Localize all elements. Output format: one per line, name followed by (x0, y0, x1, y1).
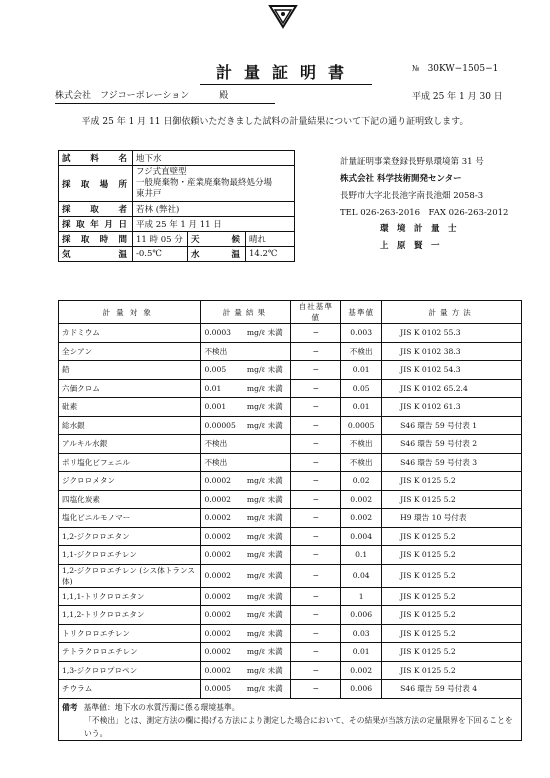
addressee (55, 88, 275, 104)
standard-value: 0.002 (341, 661, 382, 680)
result-value: 不検出 (201, 342, 244, 361)
standard-value: 0.01 (341, 398, 382, 417)
col-header-standard: 基準値 (341, 301, 382, 324)
result-unit: mg/ℓ 未満 (244, 624, 291, 643)
issue-date: 平成 25 年 1 月 30 日 (412, 92, 503, 102)
sample-row-time (59, 232, 295, 247)
sample-value: 14.2℃ (246, 247, 295, 262)
company-name: 株式会社 科学技術開発センター (340, 174, 462, 184)
method-name: S46 環告 59 号付表 4 (382, 680, 522, 699)
method-name: S46 環告 59 号付表 3 (382, 453, 522, 472)
result-unit (244, 342, 291, 361)
result-row (59, 398, 522, 417)
result-unit: mg/ℓ 未満 (244, 379, 291, 398)
result-row (59, 416, 522, 435)
own-standard-value: − (291, 324, 341, 343)
own-standard-value: − (291, 342, 341, 361)
intro-text: 平成 25 年 1 月 11 日御依頼いただきました試料の計量結果について下記の通り証明致します。 (81, 117, 469, 127)
analyte-name: ポリ塩化ビフェニル (59, 453, 201, 472)
sample-label: 試料名 (59, 151, 133, 166)
method-name: JIS K 0125 5.2 (382, 546, 522, 565)
result-unit: mg/ℓ 未満 (244, 661, 291, 680)
notes-label: 備考 (62, 702, 78, 712)
col-header-own-standard: 自社基準値 (291, 301, 341, 324)
result-row (59, 509, 522, 528)
result-value: 不検出 (201, 435, 244, 454)
sample-value (133, 166, 295, 202)
company-logo-icon (268, 3, 298, 29)
result-value: 0.0002 (201, 527, 244, 546)
own-standard-value: − (291, 587, 341, 606)
result-unit: mg/ℓ 未満 (244, 472, 291, 491)
result-value: 0.0005 (201, 680, 244, 699)
result-unit: mg/ℓ 未満 (244, 587, 291, 606)
result-unit: mg/ℓ 未満 (244, 416, 291, 435)
sample-row-date (59, 217, 295, 232)
result-value: 0.0002 (201, 509, 244, 528)
result-row (59, 342, 522, 361)
result-row (59, 435, 522, 454)
result-value: 0.0002 (201, 587, 244, 606)
method-name: JIS K 0125 5.2 (382, 527, 522, 546)
result-value: 0.0002 (201, 564, 244, 587)
result-unit: mg/ℓ 未満 (244, 680, 291, 699)
standard-value: 0.03 (341, 624, 382, 643)
method-name: JIS K 0125 5.2 (382, 490, 522, 509)
result-row (59, 379, 522, 398)
standard-value: 0.006 (341, 680, 382, 699)
standard-value: 0.006 (341, 606, 382, 625)
result-value: 0.0002 (201, 643, 244, 662)
analyte-name: 全シアン (59, 342, 201, 361)
col-header-item: 計量対象 (59, 301, 201, 324)
method-name: JIS K 0125 5.2 (382, 661, 522, 680)
result-unit: mg/ℓ 未満 (244, 564, 291, 587)
analyte-name: 鉛 (59, 361, 201, 380)
sample-label: 気温 (59, 247, 133, 262)
certifier-name: 上 原 賢 一 (380, 241, 440, 251)
addressee-name: 株式会社 フジコーポレーション (55, 91, 190, 101)
result-unit: mg/ℓ 未満 (244, 361, 291, 380)
sample-value: 11 時 05 分 (133, 232, 188, 247)
result-value: 0.0002 (201, 546, 244, 565)
result-value: 0.005 (201, 361, 244, 380)
analyte-name: 塩化ビニルモノマー (59, 509, 201, 528)
method-name: S46 環告 59 号付表 2 (382, 435, 522, 454)
company-address: 長野市大字北長池字南長池畑 2058-3 (340, 191, 484, 201)
result-value: 0.0002 (201, 490, 244, 509)
document-number-value: 30KW−1505−1 (427, 64, 499, 74)
results-table (58, 300, 522, 741)
sample-label: 採取者 (59, 202, 133, 217)
sample-row-name (59, 151, 295, 166)
result-row (59, 527, 522, 546)
method-name: JIS K 0102 55.3 (382, 324, 522, 343)
result-unit (244, 435, 291, 454)
result-value: 0.01 (201, 379, 244, 398)
sample-value: -0.5℃ (133, 247, 188, 262)
result-row (59, 661, 522, 680)
analyte-name: トリクロロエチレン (59, 624, 201, 643)
location-line: 東井戸 (136, 189, 162, 199)
sample-label: 水温 (188, 247, 246, 262)
result-value: 0.001 (201, 398, 244, 417)
result-row (59, 324, 522, 343)
result-value: 0.0002 (201, 661, 244, 680)
own-standard-value: − (291, 472, 341, 491)
analyte-name: 1,2-ジクロロエタン (59, 527, 201, 546)
sample-label: 天候 (188, 232, 246, 247)
analyte-name: チウラム (59, 680, 201, 699)
note-line (62, 701, 518, 714)
own-standard-value: − (291, 416, 341, 435)
sample-value: 晴れ (246, 232, 295, 247)
sample-info-table (58, 150, 295, 262)
result-value: 0.0003 (201, 324, 244, 343)
own-standard-value: − (291, 643, 341, 662)
analyte-name: ジクロロメタン (59, 472, 201, 491)
sample-label: 採取時間 (59, 232, 133, 247)
note-line (62, 714, 518, 740)
analyte-name: 1,1,2-トリクロロエタン (59, 606, 201, 625)
result-row (59, 361, 522, 380)
location-line: フジ式直壁型 (136, 167, 187, 177)
sample-label: 採取場所 (59, 166, 133, 202)
col-header-result: 計量結果 (201, 301, 291, 324)
result-value: 0.0002 (201, 472, 244, 491)
note-text: 基準値：地下水の水質汚濁に係る環境基準。 (83, 702, 240, 712)
own-standard-value: − (291, 398, 341, 417)
results-header-row (59, 301, 522, 324)
notes-cell (59, 698, 522, 740)
notes-row (59, 698, 522, 740)
sample-value: 地下水 (133, 151, 295, 166)
method-name: JIS K 0125 5.2 (382, 587, 522, 606)
document-title: 計量証明書 (200, 60, 372, 85)
standard-value: 不検出 (341, 342, 382, 361)
analyte-name: カドミウム (59, 324, 201, 343)
method-name: JIS K 0125 5.2 (382, 606, 522, 625)
standard-value: 0.01 (341, 361, 382, 380)
standard-value: 0.002 (341, 490, 382, 509)
standard-value: 0.0005 (341, 416, 382, 435)
standard-value: 1 (341, 587, 382, 606)
analyte-name: 四塩化炭素 (59, 490, 201, 509)
result-row (59, 453, 522, 472)
analyte-name: 1,3-ジクロロプロペン (59, 661, 201, 680)
sample-value: 若林 (弊社) (133, 202, 295, 217)
company-phone: TEL 026-263-2016 FAX 026-263-2012 (340, 208, 509, 218)
result-row (59, 606, 522, 625)
own-standard-value: − (291, 490, 341, 509)
own-standard-value: − (291, 435, 341, 454)
own-standard-value: − (291, 527, 341, 546)
location-line: 一般廃棄物・産業廃棄物最終処分場 (136, 178, 273, 188)
certifier-role: 環 境 計 量 士 (380, 224, 457, 234)
standard-value: 0.1 (341, 546, 382, 565)
analyte-name: 砒素 (59, 398, 201, 417)
own-standard-value: − (291, 564, 341, 587)
result-unit: mg/ℓ 未満 (244, 546, 291, 565)
method-name: JIS K 0102 54.3 (382, 361, 522, 380)
col-header-method: 計量方法 (382, 301, 522, 324)
company-registration: 計量証明事業登録長野県環境第 31 号 (340, 157, 484, 167)
sample-row-location (59, 166, 295, 202)
sample-row-temp (59, 247, 295, 262)
sample-label: 採取年月日 (59, 217, 133, 232)
result-value: 0.0002 (201, 606, 244, 625)
method-name: JIS K 0102 38.3 (382, 342, 522, 361)
method-name: JIS K 0102 61.3 (382, 398, 522, 417)
sample-value: 平成 25 年 1 月 11 日 (133, 217, 295, 232)
result-unit: mg/ℓ 未満 (244, 509, 291, 528)
method-name: JIS K 0125 5.2 (382, 564, 522, 587)
result-row (59, 624, 522, 643)
standard-value: 0.02 (341, 472, 382, 491)
method-name: JIS K 0102 65.2.4 (382, 379, 522, 398)
sample-row-collector (59, 202, 295, 217)
document-number (412, 64, 498, 74)
standard-value: 不検出 (341, 453, 382, 472)
result-value: 0.00005 (201, 416, 244, 435)
result-unit: mg/ℓ 未満 (244, 643, 291, 662)
standard-value: 0.002 (341, 509, 382, 528)
analyte-name: テトラクロロエチレン (59, 643, 201, 662)
result-unit: mg/ℓ 未満 (244, 606, 291, 625)
standard-value: 不検出 (341, 435, 382, 454)
result-row (59, 472, 522, 491)
result-unit: mg/ℓ 未満 (244, 398, 291, 417)
result-unit (244, 453, 291, 472)
method-name: JIS K 0125 5.2 (382, 643, 522, 662)
own-standard-value: − (291, 361, 341, 380)
addressee-honorific: 殿 (219, 91, 229, 101)
standard-value: 0.004 (341, 527, 382, 546)
result-unit: mg/ℓ 未満 (244, 527, 291, 546)
analyte-name: 総水銀 (59, 416, 201, 435)
own-standard-value: − (291, 680, 341, 699)
analyte-name: 1,1,1-トリクロロエタン (59, 587, 201, 606)
own-standard-value: − (291, 379, 341, 398)
result-unit: mg/ℓ 未満 (244, 324, 291, 343)
standard-value: 0.04 (341, 564, 382, 587)
own-standard-value: − (291, 453, 341, 472)
result-unit: mg/ℓ 未満 (244, 490, 291, 509)
note-text: 「不検出」とは、測定方法の欄に掲げる方法により測定した場合において、その結果が当該方法の定量限界を下回ることをいう。 (84, 715, 513, 738)
own-standard-value: − (291, 606, 341, 625)
result-row (59, 643, 522, 662)
method-name: H9 環告 10 号付表 (382, 509, 522, 528)
result-row (59, 587, 522, 606)
own-standard-value: − (291, 509, 341, 528)
standard-value: 0.01 (341, 643, 382, 662)
method-name: S46 環告 59 号付表 1 (382, 416, 522, 435)
result-row (59, 546, 522, 565)
analyte-name: アルキル水銀 (59, 435, 201, 454)
result-row (59, 564, 522, 587)
standard-value: 0.05 (341, 379, 382, 398)
result-value: 0.0002 (201, 624, 244, 643)
document-number-label: № (412, 64, 420, 73)
standard-value: 0.003 (341, 324, 382, 343)
analyte-name: 1,1-ジクロロエチレン (59, 546, 201, 565)
own-standard-value: − (291, 624, 341, 643)
analyte-name: 六価クロム (59, 379, 201, 398)
method-name: JIS K 0125 5.2 (382, 472, 522, 491)
result-row (59, 490, 522, 509)
method-name: JIS K 0125 5.2 (382, 624, 522, 643)
analyte-name: 1,2-ジクロロエチレン (シス体トランス体) (59, 564, 201, 587)
result-value: 不検出 (201, 453, 244, 472)
result-row (59, 680, 522, 699)
own-standard-value: − (291, 546, 341, 565)
own-standard-value: − (291, 661, 341, 680)
